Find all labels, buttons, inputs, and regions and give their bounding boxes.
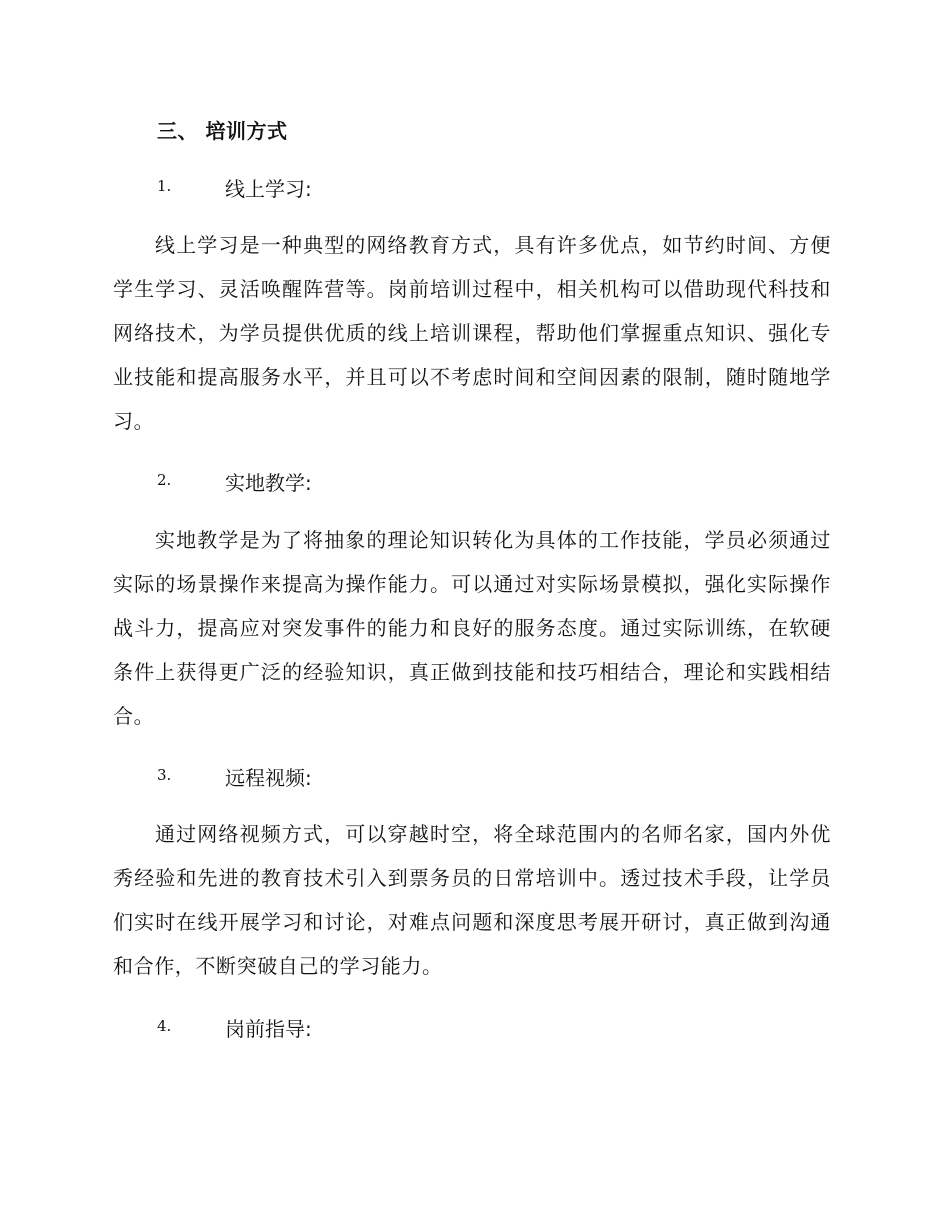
item-number: 3.	[157, 766, 172, 784]
item-title: 实地教学:	[225, 471, 312, 495]
item-number: 4.	[157, 1017, 172, 1035]
item-number: 2.	[157, 471, 172, 489]
paragraph-field-teaching: 实地教学是为了将抽象的理论知识转化为具体的工作技能，学员必须通过实际的场景操作来提高为操作能力。可以通过对实际场景模拟，强化实际操作战斗力，提高应对突发事件的能力和良好的服务态度。通过实际训练，在软硬条件上获得更广泛的经验知识，真正做到技能和技巧相结合，理论和实践相结合。	[113, 528, 831, 728]
section-heading: 三、 培训方式	[157, 119, 288, 143]
item-title: 远程视频:	[225, 766, 312, 790]
paragraph-remote-video: 通过网络视频方式，可以穿越时空，将全球范围内的名师名家，国内外优秀经验和先进的教育技术引入到票务员的日常培训中。透过技术手段，让学员们实时在线开展学习和讨论，对难点问题和深度思考展开研讨，真正做到沟通和合作，不断突破自己的学习能力。	[113, 822, 831, 978]
item-title: 岗前指导:	[225, 1017, 312, 1041]
item-title: 线上学习:	[225, 177, 312, 201]
paragraph-online-learning: 线上学习是一种典型的网络教育方式，具有许多优点，如节约时间、方便学生学习、灵活唤醒阵营等。岗前培训过程中，相关机构可以借助现代科技和网络技术，为学员提供优质的线上培训课程，帮助他们掌握重点知识、强化专业技能和提高服务水平，并且可以不考虑时间和空间因素的限制，随时随地学习。	[113, 233, 831, 433]
item-number: 1.	[157, 177, 172, 195]
